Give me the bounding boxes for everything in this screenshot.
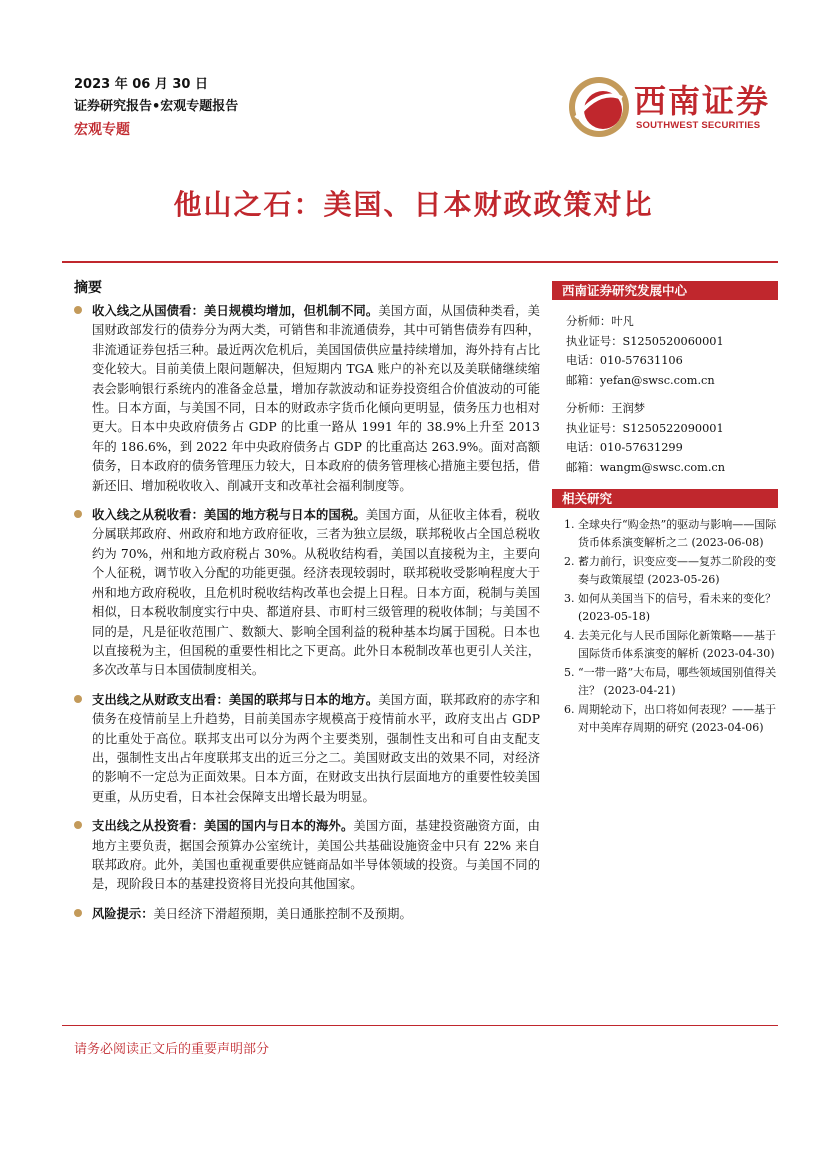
abstract-label: 摘要 — [74, 280, 102, 296]
report-category: 宏观专题 — [74, 122, 130, 138]
report-type: 证券研究报告•宏观专题报告 — [74, 99, 239, 114]
related-item-text: 如何从美国当下的信号，看未来的变化？ (2023-05-18) — [578, 592, 776, 623]
analyst-license: 执业证号：S1250522090001 — [566, 421, 724, 435]
related-item-text: “一带一路”大布局，哪些领域国别值得关注？ (2023-04-21) — [578, 666, 777, 697]
related-item-number: 5. — [564, 666, 575, 679]
logo-name-cn: 西南证券 — [634, 82, 771, 120]
related-item-number: 1. — [564, 518, 575, 531]
title-divider — [62, 261, 778, 263]
logo-name-en: SOUTHWEST SECURITIES — [636, 120, 761, 131]
bullet-icon — [74, 306, 82, 314]
related-research-header: 相关研究 — [552, 489, 778, 508]
analyst-phone: 电话：010-57631106 — [566, 354, 683, 367]
related-item[interactable] — [564, 627, 778, 662]
abstract-paragraph — [74, 690, 540, 807]
related-item-text: 蓄力前行，识变应变——复苏二阶段的变奏与政策展望 (2023-05-26) — [578, 555, 776, 586]
analyst-list — [552, 300, 778, 477]
related-item-number: 6. — [564, 703, 575, 716]
footer-divider — [62, 1025, 778, 1026]
analyst-card — [566, 399, 778, 477]
abstract-paragraph — [74, 505, 540, 681]
related-item-number: 3. — [564, 592, 575, 605]
related-item-text: 周期轮动下，出口将如何表现？——基于对中美库存周期的研究 (2023-04-06) — [578, 703, 776, 734]
abstract-body — [74, 301, 540, 933]
analyst-license: 执业证号：S1250520060001 — [566, 334, 724, 348]
bullet-icon — [74, 909, 82, 917]
related-research-list — [552, 508, 778, 736]
analyst-name: 分析师：王润梦 — [566, 402, 646, 415]
related-item-number: 4. — [564, 629, 575, 642]
footer-disclaimer: 请务必阅读正文后的重要声明部分 — [74, 1042, 270, 1057]
related-item[interactable] — [564, 553, 778, 588]
related-item[interactable] — [564, 664, 778, 699]
page-title: 他山之石：美国、日本财政政策对比 — [173, 188, 654, 221]
research-center-header: 西南证券研究发展中心 — [552, 281, 778, 300]
paragraph-text: 美国方面，基建投资融资方面，由地方主要负责，据国会预算办公室统计，美国公共基础设施资金中只有 22% 来自联邦政府。此外，美国也重视重要供应链商品如半导体领域的投资。与美国不同的是，现阶段日本的基建投资将目光投向其他国家。 — [92, 819, 540, 892]
logo-emblem-icon — [566, 74, 632, 140]
paragraph-lead: 支出线之从投资看：美国的国内与日本的海外。 — [92, 818, 354, 834]
analyst-card — [566, 312, 778, 390]
bullet-icon — [74, 821, 82, 829]
paragraph-lead: 支出线之从财政支出看：美国的联邦与日本的地方。 — [92, 691, 379, 707]
related-item[interactable] — [564, 516, 778, 551]
paragraph-text: 美国方面，从征收主体看，税收分属联邦政府、州政府和地方政府征收，三者为独立层级，联邦税收占全国总税收约为 70%，州和地方政府税占 30%。从税收结构看，美国以直接税为主，主要向个人征税，调节收入分配的功能更强。经济表现较弱时，联邦税收受影响程度大于州和地方政府税收，且危机时税收结构改革也会提上日程。日本方面，税制与美国相似，日本税收制度实行中央、都道府县、市町村三级管理的税收体制；与美国不同的是，凡是征收范围广、数额大、影响全国利益的税种基本均属于国税。日本也以直接税为主，但国税的重要性相比之下更高。此外日本税制改革也更引人关注，多次改革与日本国债制度相关。 — [92, 508, 540, 678]
paragraph-lead: 风险提示： — [92, 905, 154, 921]
paragraph-lead: 收入线之从国债看：美日规模均增加，但机制不同。 — [92, 303, 379, 318]
analyst-email: 邮箱：wangm@swsc.com.cn — [566, 460, 726, 474]
abstract-paragraph — [74, 904, 540, 924]
paragraph-text: 美国方面，从国债种类看，美国财政部发行的债券分为两大类，可销售和非流通债券，其中可销售债券有四种，非流通证券包括三种。最近两次危机后，美国国债供应量持续增加，海外持有占比变化较大。目前美债上限问题解决，但短期内 TGA 账户的补充以及美联储继续缩表会影响银行系统内的准备金总量，增加存款波动和证券投资组合价值波动的可能性。日本方面，与美国不同，日本的财政赤字货币化倾向更明显，债务压力也相对更大。日本中央政府债务占 GDP 的比重一路从 1991 年的 38.9%上升至 2013 年的 186.6%，到 2022 年中央政府债务占 GDP 的比重高达 263.9%。面对高额债务，日本政府的债务管理压力较大，日本政府的债务管理核心措施主要包括，借新还旧、增加税收收入、削减开支和改革社会福利制度等。 — [92, 304, 540, 493]
abstract-paragraph — [74, 301, 540, 496]
related-item-text: 去美元化与人民币国际化新策略——基于国际货币体系演变的解析 (2023-04-30) — [578, 629, 776, 660]
analyst-name: 分析师：叶凡 — [566, 315, 634, 328]
report-date: 2023 年 06 月 30 日 — [74, 77, 208, 92]
sidebar — [552, 281, 778, 738]
analyst-email: 邮箱：yefan@swsc.com.cn — [566, 373, 715, 387]
paragraph-text: 美日经济下滑超预期，美日通胀控制不及预期。 — [153, 906, 412, 921]
related-item-number: 2. — [564, 555, 575, 568]
related-item-text: 全球央行“购金热”的驱动与影响——国际货币体系演变解析之二 (2023-06-08) — [578, 518, 777, 549]
bullet-icon — [74, 695, 82, 703]
bullet-icon — [74, 510, 82, 518]
company-logo — [566, 74, 771, 140]
related-item[interactable] — [564, 701, 778, 736]
analyst-phone: 电话：010-57631299 — [566, 441, 683, 454]
paragraph-lead: 收入线之从税收看：美国的地方税与日本的国税。 — [92, 507, 366, 523]
related-item[interactable] — [564, 590, 778, 625]
abstract-paragraph — [74, 816, 540, 895]
paragraph-text: 美国方面，联邦政府的赤字和债务在疫情前呈上升趋势，目前美国赤字规模高于疫情前水平，政府支出占 GDP 的比重处于高位。联邦支出可以分为两个主要类别，强制性支出和可自由支配支出，强制性支出占年度联邦支出的近三分之二。美国财政支出的效果不同，对经济的影响不一定总为正面效果。日本方面，在财政支出执行层面地方的重要性较美国更重，从历史看，日本社会保障支出增长最为明显。 — [92, 692, 540, 804]
